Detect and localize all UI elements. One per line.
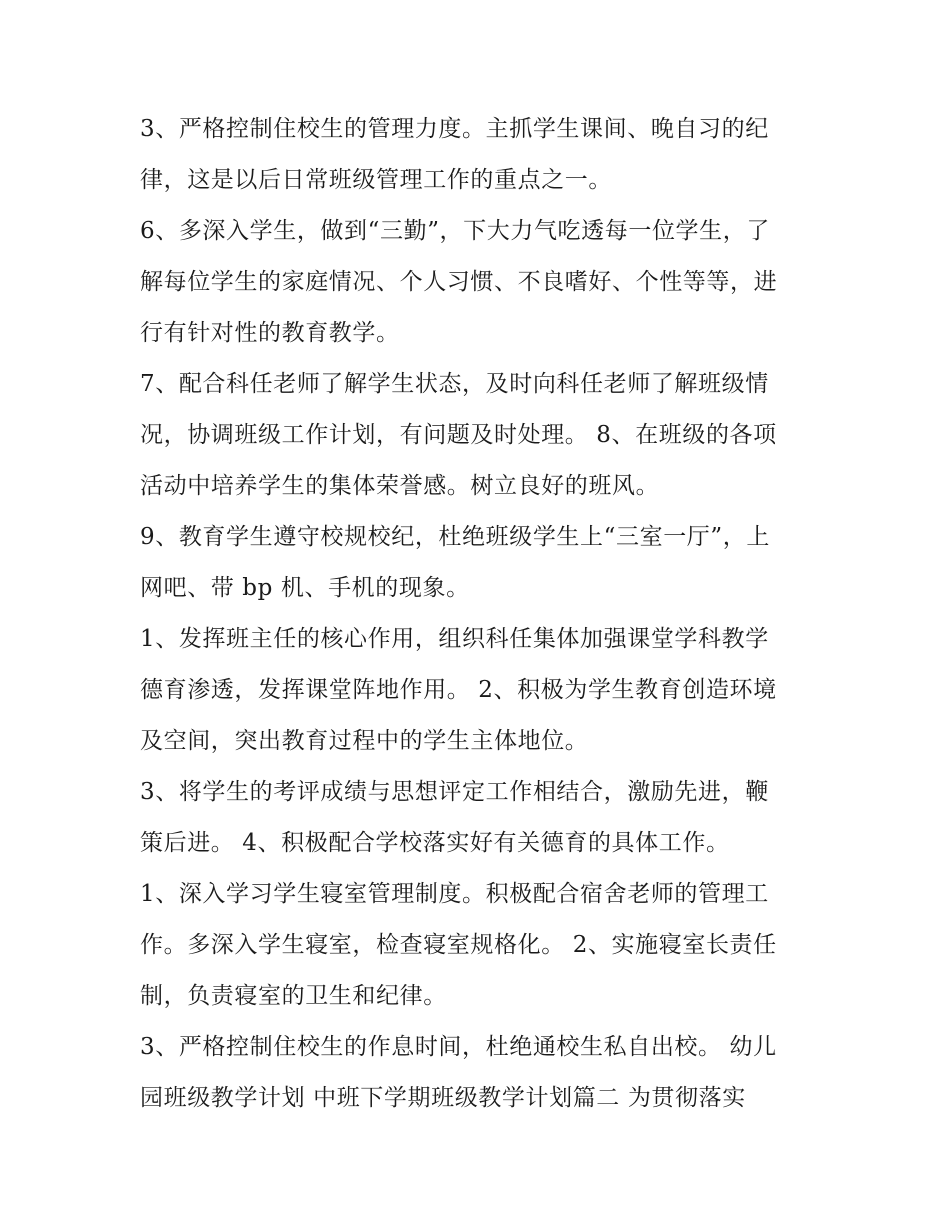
text-line: 策后进。 4、积极配合学校落实好有关德育的具体工作。: [140, 830, 730, 856]
text-line: 作。多深入学生寝室，检查寝室规格化。 2、实施寝室长责任: [140, 932, 777, 958]
text-line: 况，协调班级工作计划，有问题及时处理。 8、在班级的各项: [140, 422, 777, 448]
text-line: 德育渗透，发挥课堂阵地作用。 2、积极为学生教育创造环境: [140, 677, 777, 703]
text-line: 活动中培养学生的集体荣誉感。树立良好的班风。: [140, 473, 660, 499]
text-line: 律，这是以后日常班级管理工作的重点之一。: [140, 167, 612, 193]
text-line: 及空间，突出教育过程中的学生主体地位。: [140, 728, 589, 754]
text-line: 解每位学生的家庭情况、个人习惯、不良嗜好、个性等等，进: [140, 269, 778, 295]
text-line: 1、发挥班主任的核心作用，组织科任集体加强课堂学科教学: [140, 626, 769, 652]
text-line: 网吧、带 bp 机、手机的现象。: [140, 575, 470, 601]
text-line: 6、多深入学生，做到“三勤”，下大力气吃透每一位学生，了: [140, 218, 770, 244]
document-body: [140, 104, 820, 1124]
text-line: 行有针对性的教育教学。: [140, 320, 400, 346]
text-line: 9、教育学生遵守校规校纪，杜绝班级学生上“三室一厅”，上: [140, 524, 770, 550]
text-line: 园班级教学计划 中班下学期班级教学计划篇二 为贯彻落实: [140, 1085, 746, 1111]
text-line: 3、严格控制住校生的作息时间，杜绝通校生私自出校。 幼儿: [140, 1034, 777, 1060]
text-line: 1、深入学习学生寝室管理制度。积极配合宿舍老师的管理工: [140, 881, 769, 907]
text-line: 7、配合科任老师了解学生状态，及时向科任老师了解班级情: [140, 371, 769, 397]
text-line: 制，负责寝室的卫生和纪律。: [140, 983, 447, 1009]
text-line: 3、将学生的考评成绩与思想评定工作相结合，激励先进，鞭: [140, 779, 769, 805]
text-line: 3、严格控制住校生的管理力度。主抓学生课间、晚自习的纪: [140, 116, 769, 142]
